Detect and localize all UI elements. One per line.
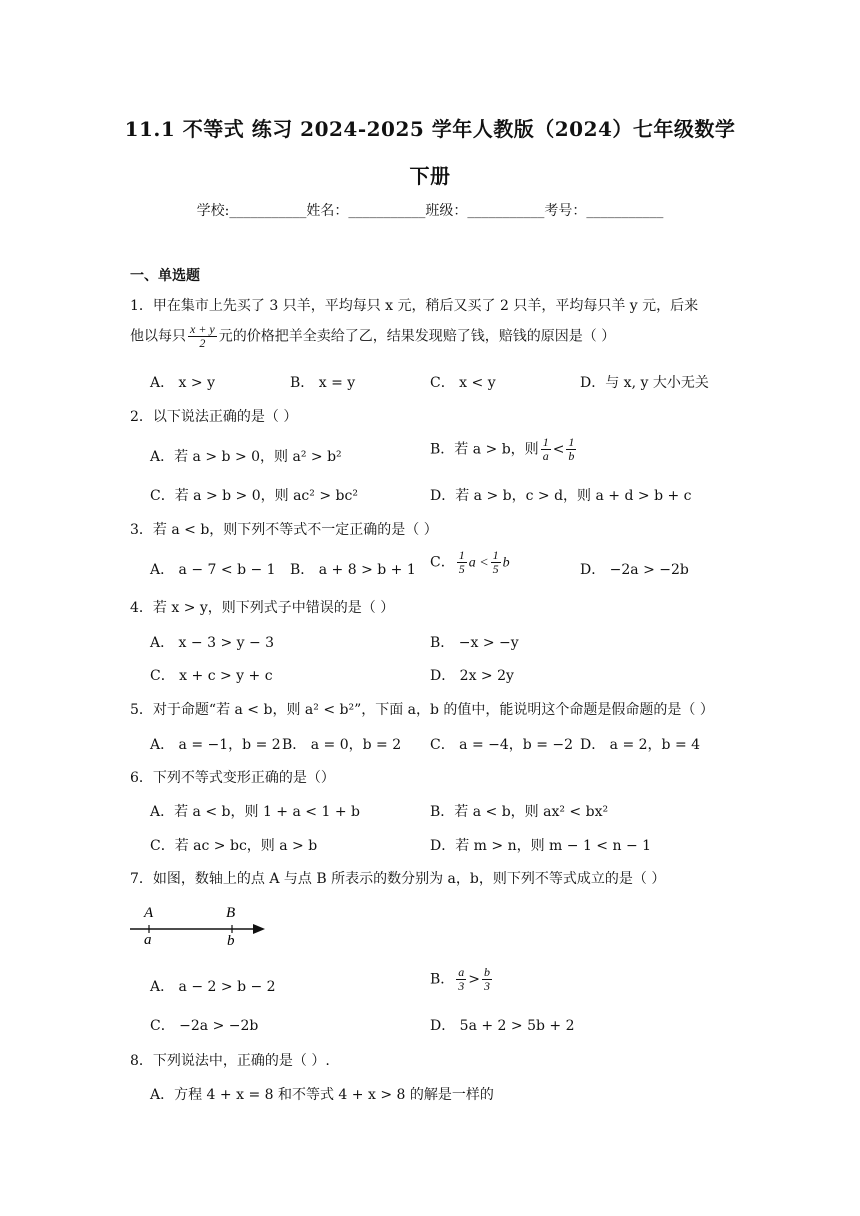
- fraction-numerator: x + y: [190, 322, 215, 336]
- q3-option-b: B． a + 8 > b + 1: [290, 562, 416, 578]
- question-1-line-1: 1．甲在集市上先买了 3 只羊，平均每只 x 元，稍后又买了 2 只羊，平均每只羊 y 元，后来: [130, 298, 699, 314]
- question-6-stem: 6．下列不等式变形正确的是（）: [130, 770, 335, 786]
- q2-option-b: [430, 436, 578, 463]
- q6-option-c: C．若 ac > bc，则 a > b: [150, 838, 318, 854]
- option-text: B．若 a > b，则: [430, 441, 539, 458]
- q1-option-a: A． x > y: [150, 375, 215, 391]
- q2-option-a: A．若 a > b > 0，则 a² > b²: [150, 449, 342, 465]
- question-3-stem: 3．若 a < b，则下列不等式不一定正确的是（ ）: [130, 522, 438, 538]
- q2-option-d: D．若 a > b，c > d，则 a + d > b + c: [430, 488, 692, 504]
- q3-option-a: A． a − 7 < b − 1: [150, 562, 276, 578]
- fraction-numerator: 1: [458, 548, 465, 562]
- number-line-figure: [125, 900, 270, 950]
- fraction-denominator: 3: [458, 979, 465, 993]
- fraction-numerator: 1: [492, 548, 499, 562]
- q1-option-c: C． x < y: [430, 375, 496, 391]
- section-heading: 一、单选题: [130, 268, 200, 284]
- q5-option-c: C． a = −4，b = −2: [430, 737, 574, 753]
- fraction-denominator: 2: [199, 336, 206, 350]
- point-label-A: A: [144, 905, 154, 921]
- fraction-denominator: 5: [492, 562, 499, 576]
- fraction: [188, 323, 217, 350]
- title-line-2: 下册: [409, 164, 451, 188]
- question-4-stem: 4．若 x > y，则下列式子中错误的是（ ）: [130, 600, 395, 616]
- operator: >: [468, 971, 481, 988]
- q5-option-b: B． a = 0，b = 2: [282, 737, 402, 753]
- option-text: B．: [430, 971, 455, 988]
- q6-option-a: A．若 a < b，则 1 + a < 1 + b: [150, 804, 360, 820]
- fraction-denominator: b: [568, 449, 575, 463]
- student-info-line: 学校:___________姓名：___________班级：___________考号：___________: [196, 203, 664, 219]
- fraction-denominator: 5: [458, 562, 465, 576]
- q2-option-c: C．若 a > b > 0，则 ac² > bc²: [150, 488, 358, 504]
- option-text: b: [502, 555, 510, 571]
- fraction-numerator: 1: [568, 435, 575, 449]
- fraction-numerator: b: [484, 965, 491, 979]
- arrow-head-icon: [253, 924, 265, 934]
- q4-option-b: B． −x > −y: [430, 635, 519, 651]
- title-line-1: 11.1 不等式 练习 2024-2025 学年人教版（2024）七年级数学: [124, 117, 736, 141]
- question-7-stem: 7．如图，数轴上的点 A 与点 B 所表示的数分别为 a，b，则下列不等式成立的是（ ）: [130, 871, 666, 887]
- q3-option-c: [430, 549, 510, 576]
- question-1-suffix: 元的价格把羊全卖给了乙，结果发现赔了钱，赔钱的原因是（ ）: [218, 328, 616, 345]
- fraction-numerator: 1: [542, 435, 549, 449]
- q4-option-a: A． x − 3 > y − 3: [150, 635, 275, 651]
- fraction: [456, 966, 466, 993]
- fraction: [457, 549, 467, 576]
- value-label-a: a: [144, 932, 152, 948]
- q6-option-d: D．若 m > n，则 m − 1 < n − 1: [430, 838, 652, 854]
- q7-option-d: D． 5a + 2 > 5b + 2: [430, 1018, 575, 1034]
- q6-option-b: B．若 a < b，则 ax² < bx²: [430, 804, 609, 820]
- q5-option-a: A． a = −1，b = 2: [150, 737, 281, 753]
- operator: <: [552, 441, 565, 458]
- q1-option-b: B． x = y: [290, 375, 356, 391]
- question-8-stem: 8．下列说法中，正确的是（ ）.: [130, 1053, 330, 1069]
- q5-option-d: D． a = 2，b = 4: [580, 737, 701, 753]
- q7-option-a: A． a − 2 > b − 2: [150, 979, 276, 995]
- q4-option-c: C． x + c > y + c: [150, 668, 273, 684]
- option-text: C．: [430, 554, 455, 571]
- fraction: [482, 966, 492, 993]
- fraction-denominator: a: [542, 449, 549, 463]
- fraction: [491, 549, 501, 576]
- question-2-stem: 2．以下说法正确的是（ ）: [130, 409, 298, 425]
- q1-option-d: D．与 x, y 大小无关: [580, 375, 709, 391]
- question-1-prefix: 他以每只: [130, 328, 186, 345]
- q7-option-c: C． −2a > −2b: [150, 1018, 259, 1034]
- fraction-denominator: 3: [484, 979, 491, 993]
- option-text: a <: [468, 555, 489, 571]
- q4-option-d: D． 2x > 2y: [430, 668, 514, 684]
- question-5-stem: 5．对于命题“若 a < b，则 a² < b²”，下面 a，b 的值中，能说明这个命题是假命题的是（ ）: [130, 702, 714, 718]
- value-label-b: b: [227, 933, 235, 949]
- point-label-B: B: [226, 905, 236, 921]
- q3-option-d: D． −2a > −2b: [580, 562, 689, 578]
- q8-option-a: A．方程 4 + x = 8 和不等式 4 + x > 8 的解是一样的: [150, 1087, 494, 1103]
- fraction: [566, 436, 576, 463]
- fraction: [541, 436, 551, 463]
- q7-option-b: [430, 966, 494, 993]
- fraction-numerator: a: [458, 965, 465, 979]
- question-1-line-2: [130, 323, 615, 350]
